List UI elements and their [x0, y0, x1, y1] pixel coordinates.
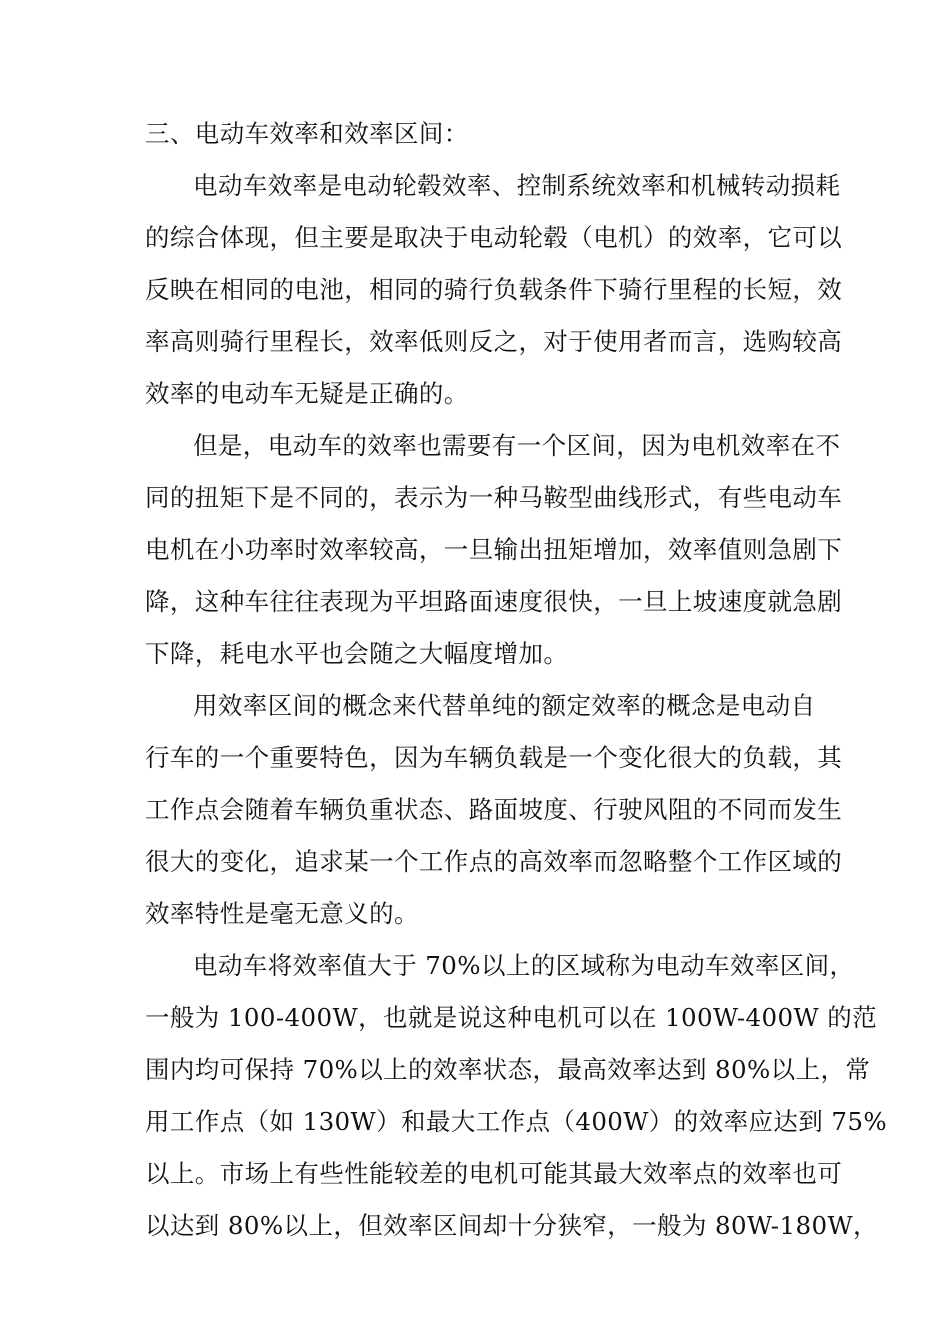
paragraph-line: 很大的变化，追求某一个工作点的高效率而忽略整个工作区域的	[145, 847, 843, 876]
paragraph-line: 同的扭矩下是不同的，表示为一种马鞍型曲线形式，有些电动车	[145, 483, 843, 512]
paragraph-line: 但是，电动车的效率也需要有一个区间，因为电机效率在不	[193, 431, 841, 460]
paragraph-line: 效率的电动车无疑是正确的。	[145, 379, 469, 408]
paragraph-line: 以达到 80%以上，但效率区间却十分狭窄，一般为 80W-180W，	[145, 1211, 878, 1240]
section-heading: 三、电动车效率和效率区间：	[145, 119, 469, 148]
paragraph-line: 电动车效率是电动轮毂效率、控制系统效率和机械转动损耗	[193, 171, 841, 200]
paragraph-line: 用效率区间的概念来代替单纯的额定效率的概念是电动自	[193, 691, 816, 720]
paragraph-line: 效率特性是毫无意义的。	[145, 899, 419, 928]
paragraph-line: 用工作点（如 130W）和最大工作点（400W）的效率应达到 75%	[145, 1107, 888, 1136]
paragraph-line: 电动车将效率值大于 70%以上的区域称为电动车效率区间，	[193, 951, 855, 980]
paragraph-line: 电机在小功率时效率较高，一旦输出扭矩增加，效率值则急剧下	[145, 535, 843, 564]
paragraph-line: 一般为 100-400W，也就是说这种电机可以在 100W-400W 的范	[145, 1003, 878, 1032]
paragraph-line: 率高则骑行里程长，效率低则反之，对于使用者而言，选购较高	[145, 327, 843, 356]
paragraph-line: 反映在相同的电池，相同的骑行负载条件下骑行里程的长短，效	[145, 275, 843, 304]
paragraph-line: 的综合体现，但主要是取决于电动轮毂（电机）的效率，它可以	[145, 223, 843, 252]
paragraph-line: 降，这种车往往表现为平坦路面速度很快，一旦上坡速度就急剧	[145, 587, 843, 616]
paragraph-line: 下降，耗电水平也会随之大幅度增加。	[145, 639, 569, 668]
paragraph-line: 工作点会随着车辆负重状态、路面坡度、行驶风阻的不同而发生	[145, 795, 843, 824]
paragraph-line: 围内均可保持 70%以上的效率状态，最高效率达到 80%以上，常	[145, 1055, 871, 1084]
paragraph-line: 以上。市场上有些性能较差的电机可能其最大效率点的效率也可	[145, 1159, 843, 1188]
paragraph-line: 行车的一个重要特色，因为车辆负载是一个变化很大的负载，其	[145, 743, 843, 772]
